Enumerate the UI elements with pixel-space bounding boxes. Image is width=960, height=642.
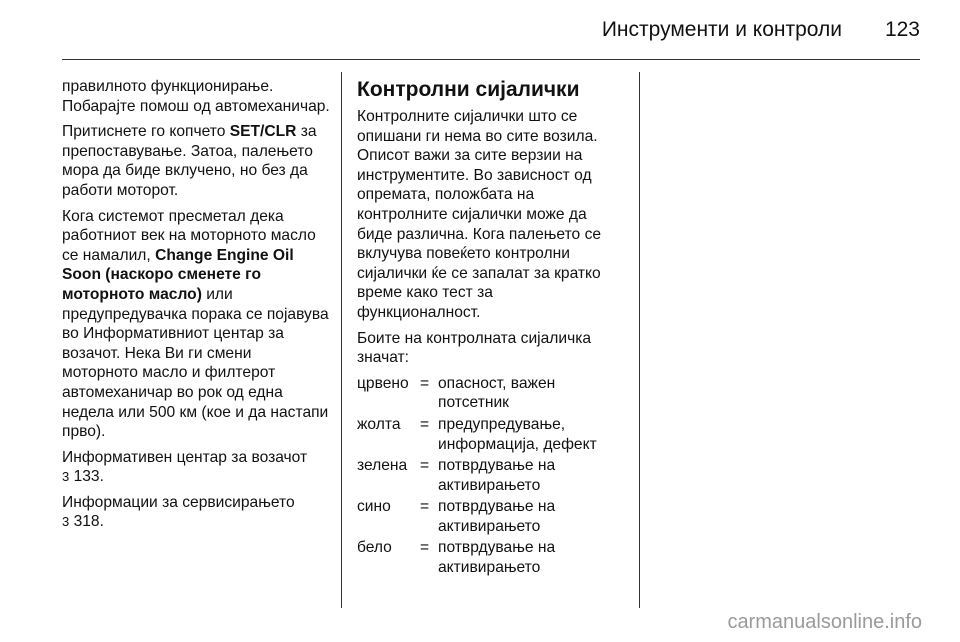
paragraph: Контролните сијалички што се опишани ги нема во сите возила. Описот важи за сите верзии на инструментите. Во зависност од опремата, положбата на контролните сијалички може да биде различна. Кога палењето се вклучува повеќето контролни сијалички ќе се запалат за кратко време како тест за функционалност. (357, 108, 602, 321)
page-number: 123 (884, 18, 920, 41)
text: Кога системот пресметал дека работниот век на моторното масло се намалил, (62, 207, 316, 264)
cross-reference (62, 448, 330, 487)
term: црвено (357, 374, 409, 392)
column-divider (341, 72, 342, 608)
description: потврдување на активирањето (438, 498, 556, 535)
reference-arrow-icon: 3 (62, 514, 70, 530)
column-divider (639, 72, 640, 608)
description: предупредување, информација, дефект (438, 415, 597, 453)
definition-row (357, 415, 619, 454)
paragraph (62, 207, 330, 442)
term: зелена (357, 457, 408, 475)
definition-row (357, 374, 619, 413)
page-ref[interactable]: 318. (73, 513, 104, 531)
page-header-title: Инструменти и контроли (601, 18, 842, 41)
description: потврдување на активирањето (438, 539, 556, 577)
equals: = (420, 415, 430, 433)
definition-row (357, 497, 619, 536)
definition-row (357, 538, 619, 577)
header-rule (62, 59, 920, 60)
text: за препоставување. Затоа, палењето мора да биде вклучено, но без да работи моторот. (62, 123, 317, 199)
watermark: carmanualsonline.info (727, 611, 922, 633)
color-definition-list (357, 374, 619, 578)
equals: = (420, 539, 430, 557)
term: жолта (357, 415, 401, 433)
text: Притиснете го копчето (62, 123, 230, 141)
text: Информативен центар за возачот (62, 448, 308, 466)
term: бело (357, 539, 392, 557)
column-left (62, 77, 330, 538)
description: потврдување на активирањето (438, 457, 556, 494)
reference-arrow-icon: 3 (62, 469, 70, 485)
equals: = (420, 498, 430, 516)
term: сино (357, 498, 391, 516)
paragraph: правилното функционирање. Побарајте помош од автомеханичар. (62, 78, 330, 115)
paragraph (62, 122, 330, 200)
definition-row (357, 456, 619, 495)
section-heading: Контролни сијалички (357, 78, 580, 101)
message-text: Change Engine Oil Soon (наскоро сменете го моторното масло) (62, 246, 294, 303)
equals: = (420, 374, 430, 392)
text: или предупредувачка порака се појавува во Информативниот центар за возачот. Нека Ви ги смени моторното масло и филтерот автомеханичар во рок од една недела или 500 км (кое и да настапи прво). (62, 285, 329, 441)
column-middle (357, 77, 619, 580)
page-ref[interactable]: 133. (73, 468, 104, 486)
text: Информации за сервисирањето (62, 493, 295, 511)
paragraph: Боите на контролната сијаличка значат: (357, 329, 592, 367)
button-label-set-clr: SET/CLR (229, 123, 297, 141)
cross-reference (62, 493, 330, 532)
description: опасност, важен потсетник (438, 374, 556, 412)
equals: = (420, 457, 430, 475)
